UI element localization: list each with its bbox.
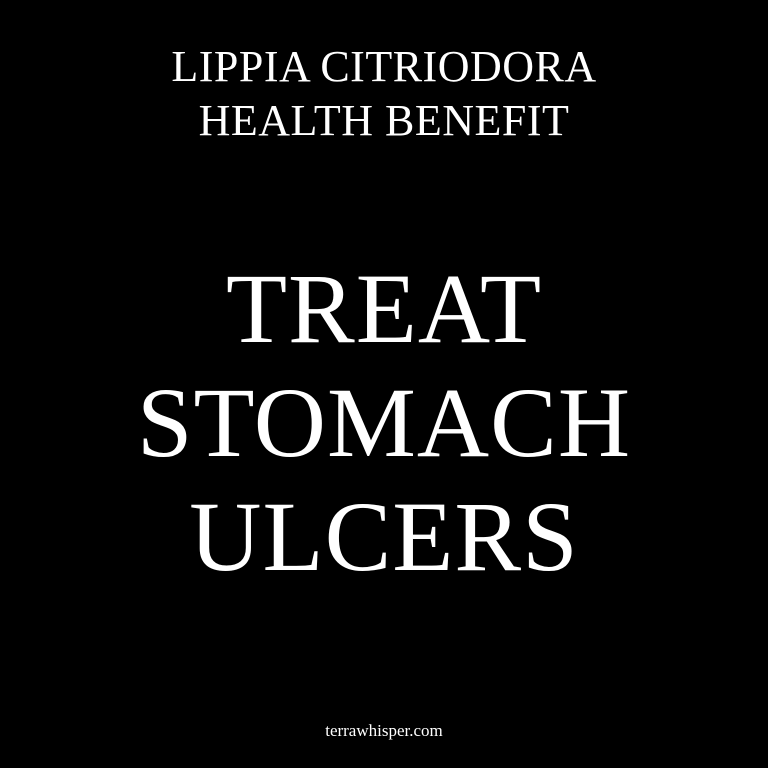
headline-line-1: TREAT [225,253,543,364]
headline-line-3: ULCERS [189,481,579,592]
headline [0,252,768,594]
subtitle-line-2: HEALTH BENEFIT [198,96,570,145]
subtitle [0,40,768,148]
headline-line-2: STOMACH [136,367,632,478]
footer-site-url: terrawhisper.com [325,721,443,740]
subtitle-line-1: LIPPIA CITRIODORA [171,42,597,91]
